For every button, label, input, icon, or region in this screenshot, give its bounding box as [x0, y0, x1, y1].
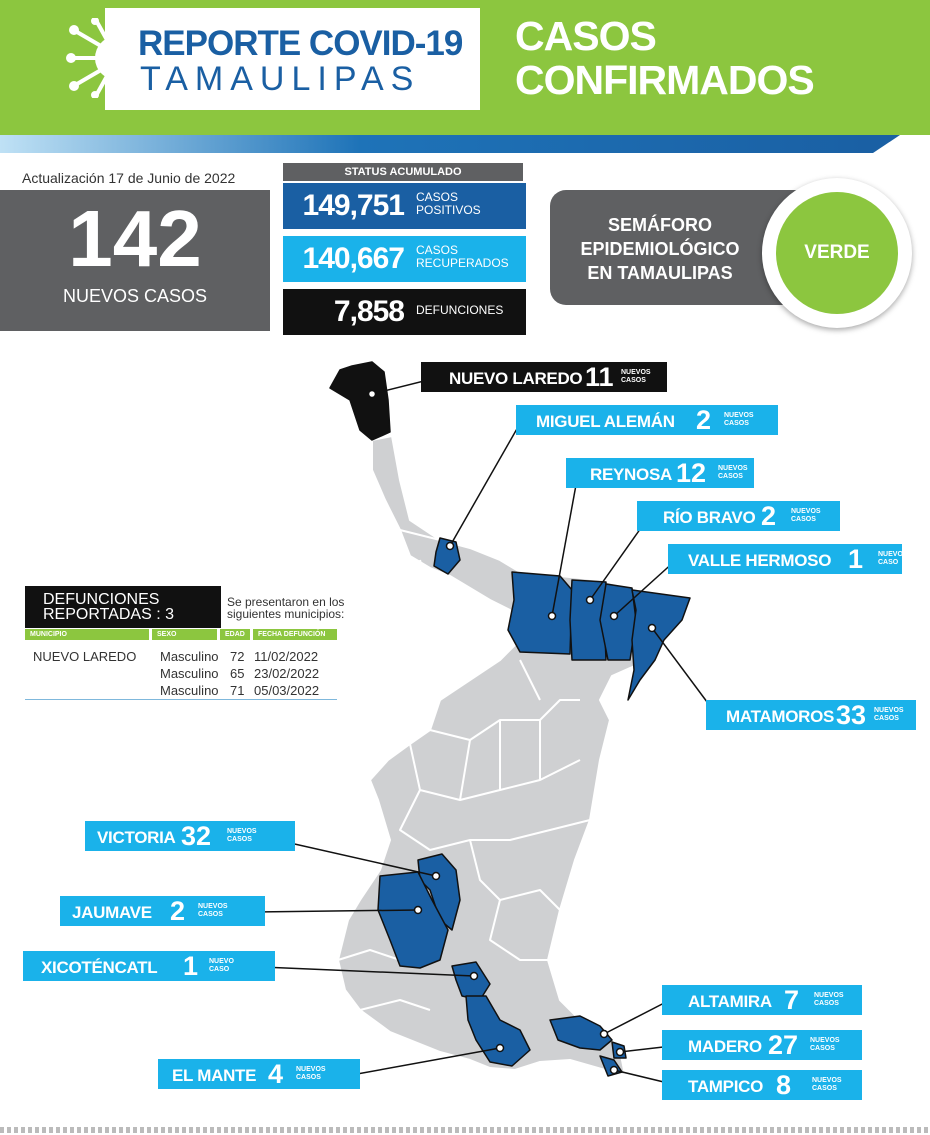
map-valle-hermoso — [600, 584, 636, 660]
page-title-line2: CONFIRMADOS — [515, 57, 814, 103]
defunciones-title-2: REPORTADAS : 3 — [43, 606, 174, 623]
label-jaumave — [60, 896, 265, 926]
table-divider — [25, 699, 337, 700]
cell-sexo: Masculino — [160, 666, 219, 681]
cell-municipio: NUEVO LAREDO — [33, 649, 137, 664]
cell-fecha: 23/02/2022 — [254, 666, 320, 681]
label-valle-hermoso — [668, 544, 902, 574]
label-name: VICTORIA — [97, 828, 176, 847]
label-count: 27 — [768, 1030, 799, 1060]
cell-edad: 72 — [230, 649, 245, 664]
label-count: 1 — [183, 951, 199, 981]
label-name: REYNOSA — [590, 465, 672, 484]
col-sexo: SEXO — [152, 629, 217, 640]
cell-sexo: Masculino — [160, 649, 219, 664]
label-suffix: NUEVOS CASOS — [198, 903, 228, 918]
cell-sexo: Masculino — [160, 683, 219, 698]
logo-subtitle: TAMAULIPAS — [140, 60, 421, 98]
logo-title: REPORTE COVID-19 — [138, 24, 463, 63]
label-suffix: NUEVOS CASOS — [814, 992, 844, 1007]
header-stripe — [0, 135, 900, 153]
label-name: ALTAMIRA — [688, 992, 772, 1011]
label-name: MADERO — [688, 1037, 762, 1056]
page-title-line1: CASOS — [515, 13, 656, 59]
defunciones-title-1: DEFUNCIONES — [43, 591, 160, 608]
status-header: STATUS ACUMULADO — [283, 163, 523, 181]
cell-edad: 65 — [230, 666, 245, 681]
defunciones-value: 7,858 — [333, 295, 404, 328]
semaforo-status-light: VERDE — [776, 192, 898, 314]
label-suffix: NUEVOS CASOS — [718, 465, 748, 480]
label-name: VALLE HERMOSO — [688, 551, 832, 570]
semaforo-line1: SEMÁFORO — [607, 215, 712, 235]
map-matamoros — [628, 590, 690, 700]
label-count: 33 — [836, 700, 867, 730]
label-madero — [662, 1030, 862, 1060]
status-positivos — [283, 183, 526, 229]
label-reynosa — [566, 458, 754, 488]
label-suffix: NUEVOS CASOS — [874, 707, 904, 722]
label-count: 12 — [676, 458, 707, 488]
label-count: 7 — [784, 985, 800, 1015]
label-suffix: NUEVOS CASOS — [812, 1077, 842, 1092]
label-name: JAUMAVE — [72, 903, 152, 922]
label-tampico — [662, 1070, 862, 1100]
page-title — [515, 14, 814, 102]
recuperados-value: 140,667 — [302, 242, 404, 275]
defunciones-reportadas-title — [25, 586, 221, 628]
map-state-body — [338, 436, 690, 1075]
defunciones-note: Se presentaron en los siguientes municipios: — [227, 595, 345, 621]
label-nuevo-laredo — [421, 362, 667, 392]
label-name: NUEVO LAREDO — [449, 369, 583, 388]
label-count: 2 — [761, 501, 777, 531]
label-rio-bravo — [637, 501, 840, 531]
positivos-label — [416, 191, 481, 217]
label-suffix: NUEVOS CASOS — [791, 508, 821, 523]
label-name: EL MANTE — [172, 1066, 257, 1085]
label-suffix: NUEVOS CASOS — [227, 828, 257, 843]
status-recuperados — [283, 236, 526, 282]
label-name: MATAMOROS — [726, 707, 835, 726]
footer-rule — [0, 1127, 930, 1133]
label-name: TAMPICO — [688, 1077, 764, 1096]
col-fecha: FECHA DEFUNCIÓN — [253, 629, 337, 640]
label-count: 2 — [696, 405, 712, 435]
label-name: XICOTÉNCATL — [41, 958, 158, 977]
label-suffix: NUEVOS CASOS — [724, 412, 754, 427]
label-el-mante — [158, 1059, 360, 1089]
label-count: 11 — [585, 362, 614, 392]
new-cases-label: NUEVOS CASOS — [62, 286, 208, 306]
cell-fecha: 11/02/2022 — [254, 649, 319, 664]
cell-edad: 71 — [230, 683, 245, 698]
label-suffix: NUEVOS CASOS — [296, 1066, 326, 1081]
label-count: 8 — [776, 1070, 792, 1100]
label-altamira — [662, 985, 862, 1015]
label-count: 4 — [268, 1059, 284, 1089]
defunciones-label: DEFUNCIONES — [416, 303, 504, 317]
status-defunciones — [283, 289, 526, 335]
label-count: 1 — [848, 544, 864, 574]
label-suffix: NUEVOS CASOS — [810, 1037, 840, 1052]
recuperados-label — [416, 244, 509, 270]
label-miguel-aleman — [516, 405, 778, 435]
label-name: RÍO BRAVO — [663, 508, 756, 527]
label-suffix: NUEVO CASO — [878, 551, 903, 566]
label-count: 2 — [170, 896, 186, 926]
positivos-label-2: POSITIVOS — [416, 203, 481, 217]
label-matamoros — [706, 700, 916, 730]
label-suffix: NUEVOS CASOS — [621, 369, 651, 384]
semaforo-title — [565, 213, 755, 285]
semaforo-line3: EN TAMAULIPAS — [587, 263, 733, 283]
positivos-label-1: CASOS — [416, 190, 459, 204]
label-name: MIGUEL ALEMÁN — [536, 412, 675, 431]
recuperados-label-1: CASOS — [416, 243, 459, 257]
label-count: 32 — [181, 821, 212, 851]
label-victoria — [85, 821, 295, 851]
map-nuevo-laredo — [330, 362, 390, 440]
update-date: Actualización 17 de Junio de 2022 — [22, 170, 236, 186]
cell-fecha: 05/03/2022 — [254, 683, 320, 698]
col-edad: EDAD — [220, 629, 250, 640]
positivos-value: 149,751 — [302, 189, 404, 222]
new-cases-value: 142 — [68, 194, 202, 283]
label-xicotencatl — [23, 951, 275, 981]
label-suffix: NUEVO CASO — [209, 958, 234, 973]
new-cases-panel — [0, 190, 270, 331]
semaforo-line2: EPIDEMIOLÓGICO — [580, 239, 740, 259]
col-municipio: MUNICIPIO — [25, 629, 149, 640]
recuperados-label-2: RECUPERADOS — [416, 256, 509, 270]
map-reynosa — [508, 572, 572, 654]
